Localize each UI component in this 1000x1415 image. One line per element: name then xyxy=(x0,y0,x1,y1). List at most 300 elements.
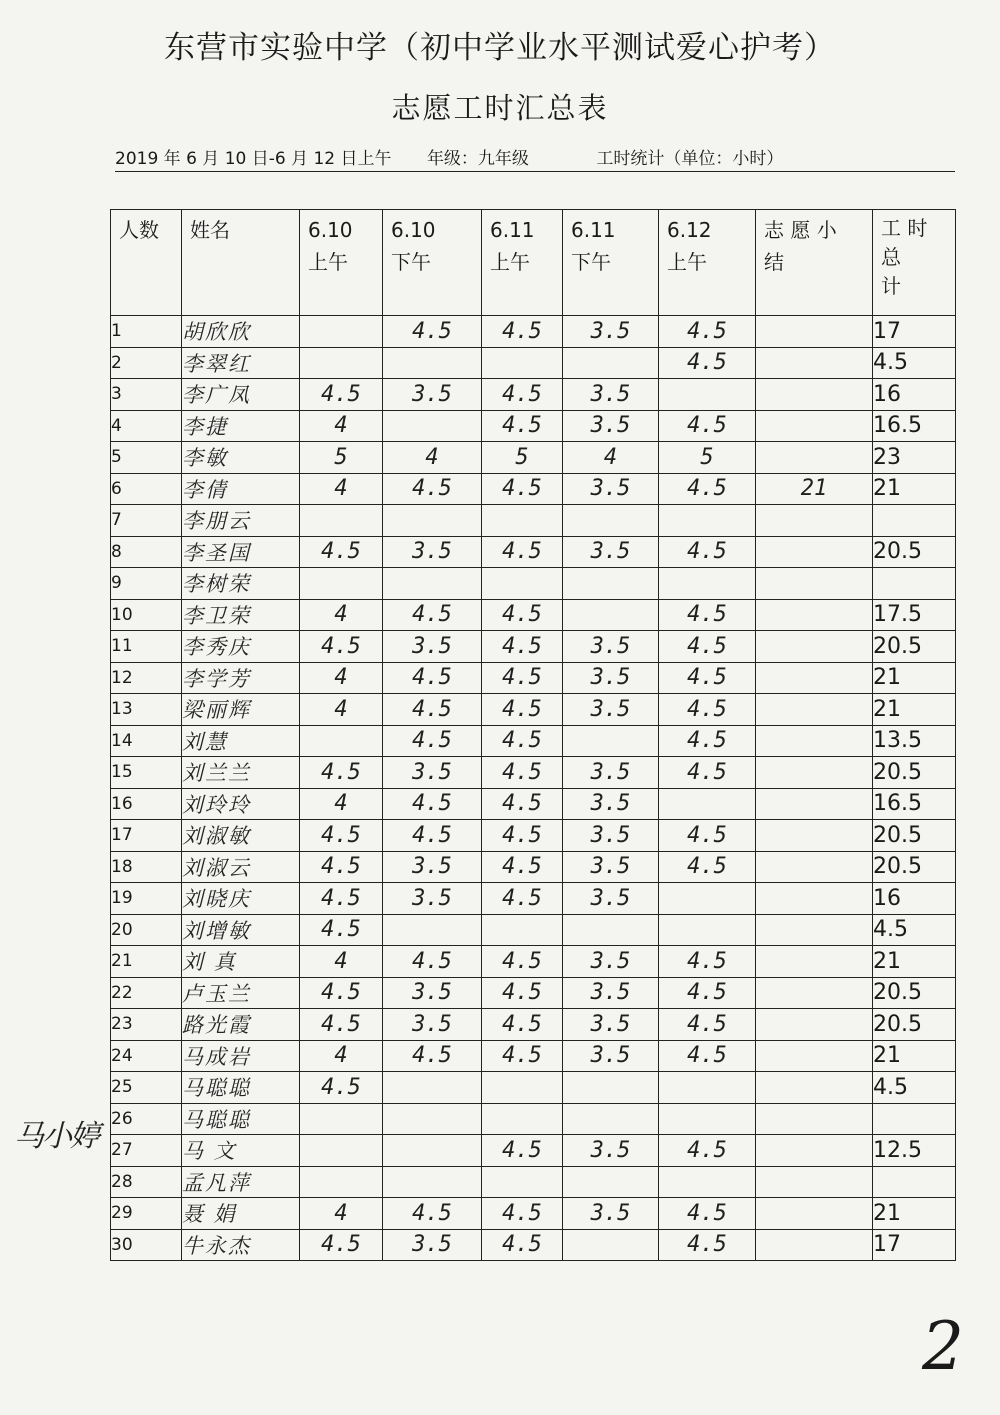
name-cell: 刘兰兰 xyxy=(182,757,300,789)
name-cell: 李翠红 xyxy=(182,347,300,379)
row-index: 10 xyxy=(111,599,182,631)
name-cell: 李朋云 xyxy=(182,505,300,537)
table-row xyxy=(111,1009,956,1041)
table-row xyxy=(111,1072,956,1104)
hours-0611-pm: 4 xyxy=(563,442,659,474)
hours-0610-pm xyxy=(383,1072,482,1104)
total-hours-cell: 16 xyxy=(873,883,956,915)
name-cell: 马聪聪 xyxy=(182,1103,300,1135)
hours-0610-pm: 3.5 xyxy=(383,1009,482,1041)
table-row xyxy=(111,631,956,663)
hours-0612-am xyxy=(659,1103,756,1135)
row-index: 1 xyxy=(111,316,182,348)
hours-0610-pm: 3.5 xyxy=(383,631,482,663)
hours-0610-pm: 4.5 xyxy=(383,788,482,820)
name-cell: 马 文 xyxy=(182,1135,300,1167)
hours-0611-pm: 3.5 xyxy=(563,379,659,411)
hours-0610-am xyxy=(300,316,383,348)
total-hours-cell xyxy=(873,505,956,537)
col-header-d3: 6.11 上午 xyxy=(482,210,563,316)
hours-0610-am: 4 xyxy=(300,1040,383,1072)
table-row xyxy=(111,883,956,915)
summary-cell xyxy=(756,851,873,883)
hours-0612-am xyxy=(659,1072,756,1104)
row-index: 11 xyxy=(111,631,182,663)
volunteer-hours-table xyxy=(110,209,956,1261)
total-hours-cell: 4.5 xyxy=(873,914,956,946)
hours-0610-am: 4.5 xyxy=(300,379,383,411)
hours-0611-pm: 3.5 xyxy=(563,883,659,915)
name-cell: 刘晓庆 xyxy=(182,883,300,915)
hours-0611-pm xyxy=(563,568,659,600)
hours-0612-am xyxy=(659,505,756,537)
table-row xyxy=(111,316,956,348)
row-index: 26 xyxy=(111,1103,182,1135)
total-hours-cell: 20.5 xyxy=(873,631,956,663)
summary-cell xyxy=(756,1072,873,1104)
summary-cell xyxy=(756,788,873,820)
name-cell: 牛永杰 xyxy=(182,1229,300,1261)
hours-0610-pm: 4.5 xyxy=(383,946,482,978)
hours-0610-am: 4.5 xyxy=(300,914,383,946)
hours-0612-am: 5 xyxy=(659,442,756,474)
hours-0610-pm: 3.5 xyxy=(383,883,482,915)
name-cell: 李广凤 xyxy=(182,379,300,411)
hours-0612-am: 4.5 xyxy=(659,1009,756,1041)
hours-0610-am: 4.5 xyxy=(300,1009,383,1041)
hours-0611-am: 4.5 xyxy=(482,1135,563,1167)
hours-0610-am: 4.5 xyxy=(300,1072,383,1104)
hours-0610-pm xyxy=(383,505,482,537)
hours-0610-pm: 4.5 xyxy=(383,473,482,505)
total-hours-cell: 12.5 xyxy=(873,1135,956,1167)
total-hours-cell: 13.5 xyxy=(873,725,956,757)
hours-0610-am xyxy=(300,347,383,379)
hours-0610-pm: 3.5 xyxy=(383,1229,482,1261)
document-title: 东营市实验中学（初中学业水平测试爱心护考） xyxy=(164,30,836,66)
hours-0612-am: 4.5 xyxy=(659,946,756,978)
name-cell: 李秀庆 xyxy=(182,631,300,663)
row-index: 5 xyxy=(111,442,182,474)
summary-cell xyxy=(756,442,873,474)
hours-0612-am: 4.5 xyxy=(659,410,756,442)
col-header-total: 工 时 总 计 xyxy=(873,210,956,316)
hours-0611-pm: 3.5 xyxy=(563,316,659,348)
total-hours-cell: 17.5 xyxy=(873,599,956,631)
name-cell: 梁丽辉 xyxy=(182,694,300,726)
hours-0612-am: 4.5 xyxy=(659,316,756,348)
table-row xyxy=(111,347,956,379)
table-row xyxy=(111,946,956,978)
summary-cell xyxy=(756,1009,873,1041)
total-hours-cell: 20.5 xyxy=(873,757,956,789)
hours-0611-pm: 3.5 xyxy=(563,1198,659,1230)
total-hours-cell: 21 xyxy=(873,473,956,505)
name-cell: 马聪聪 xyxy=(182,1072,300,1104)
summary-cell xyxy=(756,599,873,631)
table-row xyxy=(111,662,956,694)
hours-0610-am: 4 xyxy=(300,473,383,505)
hours-0611-pm: 3.5 xyxy=(563,1135,659,1167)
total-hours-cell: 21 xyxy=(873,662,956,694)
hours-0610-am xyxy=(300,1135,383,1167)
name-cell: 刘淑敏 xyxy=(182,820,300,852)
summary-cell xyxy=(756,536,873,568)
hours-0610-am: 4.5 xyxy=(300,851,383,883)
table-row xyxy=(111,1229,956,1261)
unit-label: 工时统计（单位：小时） xyxy=(596,149,784,169)
total-hours-cell: 16.5 xyxy=(873,410,956,442)
hours-0611-pm: 3.5 xyxy=(563,788,659,820)
row-index: 29 xyxy=(111,1198,182,1230)
table-row xyxy=(111,977,956,1009)
hours-0610-am: 4 xyxy=(300,410,383,442)
hours-0610-am: 4.5 xyxy=(300,757,383,789)
table-row xyxy=(111,379,956,411)
table-row xyxy=(111,1103,956,1135)
total-hours-cell: 20.5 xyxy=(873,1009,956,1041)
hours-0611-pm: 3.5 xyxy=(563,1009,659,1041)
total-hours-cell xyxy=(873,1103,956,1135)
hours-0610-pm xyxy=(383,1103,482,1135)
hours-0612-am: 4.5 xyxy=(659,1040,756,1072)
col-header-d4: 6.11 下午 xyxy=(563,210,659,316)
table-row xyxy=(111,473,956,505)
summary-cell xyxy=(756,977,873,1009)
hours-0611-pm: 3.5 xyxy=(563,631,659,663)
hours-0611-pm xyxy=(563,1072,659,1104)
hours-0612-am xyxy=(659,568,756,600)
hours-0610-am xyxy=(300,725,383,757)
table-row xyxy=(111,820,956,852)
hours-0611-pm: 3.5 xyxy=(563,851,659,883)
row-index: 7 xyxy=(111,505,182,537)
hours-0611-am: 4.5 xyxy=(482,757,563,789)
hours-0611-am: 4.5 xyxy=(482,473,563,505)
row-index: 28 xyxy=(111,1166,182,1198)
name-cell: 刘增敏 xyxy=(182,914,300,946)
hours-0612-am: 4.5 xyxy=(659,725,756,757)
hours-0611-am: 4.5 xyxy=(482,883,563,915)
name-cell: 李学芳 xyxy=(182,662,300,694)
name-cell: 胡欣欣 xyxy=(182,316,300,348)
hours-0611-am: 5 xyxy=(482,442,563,474)
table-row xyxy=(111,1135,956,1167)
hours-0612-am: 4.5 xyxy=(659,851,756,883)
hours-0610-am: 4.5 xyxy=(300,977,383,1009)
hours-0611-am xyxy=(482,1103,563,1135)
total-hours-cell: 20.5 xyxy=(873,977,956,1009)
row-index: 19 xyxy=(111,883,182,915)
hours-0610-pm xyxy=(383,914,482,946)
row-index: 20 xyxy=(111,914,182,946)
hours-0611-am: 4.5 xyxy=(482,599,563,631)
hours-0612-am: 4.5 xyxy=(659,694,756,726)
table-row xyxy=(111,599,956,631)
hours-0612-am: 4.5 xyxy=(659,1229,756,1261)
table-row xyxy=(111,914,956,946)
hours-0611-pm: 3.5 xyxy=(563,410,659,442)
row-index: 8 xyxy=(111,536,182,568)
hours-0610-am xyxy=(300,1103,383,1135)
hours-0611-am: 4.5 xyxy=(482,694,563,726)
summary-cell xyxy=(756,1135,873,1167)
table-row xyxy=(111,442,956,474)
hours-0611-am: 4.5 xyxy=(482,536,563,568)
name-cell: 李敏 xyxy=(182,442,300,474)
hours-0611-pm: 3.5 xyxy=(563,662,659,694)
total-hours-cell: 4.5 xyxy=(873,347,956,379)
hours-0611-am xyxy=(482,347,563,379)
hours-0611-am: 4.5 xyxy=(482,410,563,442)
hours-0612-am: 4.5 xyxy=(659,347,756,379)
hours-0610-am xyxy=(300,505,383,537)
total-hours-cell: 21 xyxy=(873,1198,956,1230)
hours-0610-am: 4 xyxy=(300,946,383,978)
summary-cell xyxy=(756,1229,873,1261)
name-cell: 李卫荣 xyxy=(182,599,300,631)
table-row xyxy=(111,1040,956,1072)
hours-0610-pm xyxy=(383,1135,482,1167)
row-index: 27 xyxy=(111,1135,182,1167)
name-cell: 李倩 xyxy=(182,473,300,505)
hours-0612-am: 4.5 xyxy=(659,1198,756,1230)
table-row xyxy=(111,725,956,757)
hours-0612-am xyxy=(659,1166,756,1198)
hours-0610-am xyxy=(300,568,383,600)
margin-handwritten-name: 马小婷 xyxy=(14,1119,98,1154)
hours-0612-am: 4.5 xyxy=(659,631,756,663)
hours-0611-am: 4.5 xyxy=(482,662,563,694)
hours-0611-pm: 3.5 xyxy=(563,473,659,505)
total-hours-cell: 20.5 xyxy=(873,820,956,852)
name-cell: 刘淑云 xyxy=(182,851,300,883)
col-header-name: 姓名 xyxy=(182,210,300,316)
table-row xyxy=(111,536,956,568)
hours-0610-pm: 3.5 xyxy=(383,757,482,789)
hours-0610-am: 4.5 xyxy=(300,883,383,915)
header-meta-line xyxy=(115,144,955,172)
total-hours-cell: 23 xyxy=(873,442,956,474)
hours-0611-pm: 3.5 xyxy=(563,1040,659,1072)
hours-0610-pm: 3.5 xyxy=(383,851,482,883)
total-hours-cell: 4.5 xyxy=(873,1072,956,1104)
hours-0610-am: 4.5 xyxy=(300,1229,383,1261)
hours-0610-pm: 4.5 xyxy=(383,694,482,726)
hours-0610-pm: 4.5 xyxy=(383,599,482,631)
hours-0611-pm: 3.5 xyxy=(563,946,659,978)
page-number: 2 xyxy=(922,1308,964,1385)
hours-0611-am: 4.5 xyxy=(482,820,563,852)
hours-0610-am: 4 xyxy=(300,662,383,694)
hours-0611-am: 4.5 xyxy=(482,1009,563,1041)
hours-0611-am: 4.5 xyxy=(482,1198,563,1230)
hours-0611-pm: 3.5 xyxy=(563,536,659,568)
hours-0610-am: 4.5 xyxy=(300,631,383,663)
hours-0611-pm: 3.5 xyxy=(563,977,659,1009)
summary-cell xyxy=(756,379,873,411)
row-index: 23 xyxy=(111,1009,182,1041)
summary-cell xyxy=(756,946,873,978)
total-hours-cell: 21 xyxy=(873,694,956,726)
table-row xyxy=(111,757,956,789)
hours-0611-am xyxy=(482,1072,563,1104)
summary-cell xyxy=(756,662,873,694)
row-index: 6 xyxy=(111,473,182,505)
hours-0611-am: 4.5 xyxy=(482,316,563,348)
name-cell: 孟凡萍 xyxy=(182,1166,300,1198)
hours-0611-pm: 3.5 xyxy=(563,694,659,726)
hours-0611-pm xyxy=(563,1166,659,1198)
total-hours-cell: 20.5 xyxy=(873,851,956,883)
total-hours-cell: 16 xyxy=(873,379,956,411)
total-hours-cell: 21 xyxy=(873,946,956,978)
hours-0611-am: 4.5 xyxy=(482,725,563,757)
hours-0610-am: 4.5 xyxy=(300,536,383,568)
hours-0611-am xyxy=(482,1166,563,1198)
hours-0610-pm xyxy=(383,1166,482,1198)
hours-0611-am: 4.5 xyxy=(482,946,563,978)
hours-0611-am xyxy=(482,568,563,600)
hours-0612-am xyxy=(659,788,756,820)
hours-0611-pm xyxy=(563,1229,659,1261)
row-index: 21 xyxy=(111,946,182,978)
hours-0611-pm xyxy=(563,599,659,631)
summary-cell xyxy=(756,410,873,442)
name-cell: 刘慧 xyxy=(182,725,300,757)
hours-0612-am: 4.5 xyxy=(659,473,756,505)
hours-0611-pm xyxy=(563,1103,659,1135)
table-row xyxy=(111,568,956,600)
hours-0611-pm xyxy=(563,505,659,537)
hours-0610-pm: 3.5 xyxy=(383,536,482,568)
hours-0612-am: 4.5 xyxy=(659,757,756,789)
hours-0610-pm: 3.5 xyxy=(383,379,482,411)
row-index: 22 xyxy=(111,977,182,1009)
summary-cell xyxy=(756,1040,873,1072)
hours-0611-pm: 3.5 xyxy=(563,757,659,789)
hours-0610-pm: 4.5 xyxy=(383,662,482,694)
row-index: 13 xyxy=(111,694,182,726)
summary-cell xyxy=(756,631,873,663)
hours-0610-pm: 4.5 xyxy=(383,820,482,852)
hours-0611-pm: 3.5 xyxy=(563,820,659,852)
row-index: 4 xyxy=(111,410,182,442)
summary-cell xyxy=(756,505,873,537)
hours-0610-pm: 4.5 xyxy=(383,1040,482,1072)
col-header-d5: 6.12 上午 xyxy=(659,210,756,316)
hours-0612-am: 4.5 xyxy=(659,599,756,631)
hours-0611-pm xyxy=(563,914,659,946)
row-index: 17 xyxy=(111,820,182,852)
date-range: 2019 年 6 月 10 日-6 月 12 日上午 xyxy=(115,149,392,169)
hours-0610-pm: 4.5 xyxy=(383,725,482,757)
summary-cell xyxy=(756,1166,873,1198)
hours-0610-am xyxy=(300,1166,383,1198)
table-row xyxy=(111,851,956,883)
summary-cell xyxy=(756,568,873,600)
hours-0612-am: 4.5 xyxy=(659,1135,756,1167)
hours-0610-pm xyxy=(383,568,482,600)
hours-0611-am: 4.5 xyxy=(482,1229,563,1261)
document-subtitle: 志愿工时汇总表 xyxy=(391,91,609,125)
total-hours-cell xyxy=(873,1166,956,1198)
summary-cell xyxy=(756,1103,873,1135)
summary-cell xyxy=(756,914,873,946)
total-hours-cell xyxy=(873,568,956,600)
table-row xyxy=(111,694,956,726)
hours-0610-pm: 4.5 xyxy=(383,316,482,348)
summary-cell xyxy=(756,757,873,789)
hours-0611-am: 4.5 xyxy=(482,379,563,411)
hours-0611-am xyxy=(482,914,563,946)
row-index: 30 xyxy=(111,1229,182,1261)
hours-0610-am: 5 xyxy=(300,442,383,474)
summary-cell xyxy=(756,883,873,915)
row-index: 12 xyxy=(111,662,182,694)
hours-0612-am: 4.5 xyxy=(659,662,756,694)
total-hours-cell: 21 xyxy=(873,1040,956,1072)
col-header-d1: 6.10 上午 xyxy=(300,210,383,316)
row-index: 24 xyxy=(111,1040,182,1072)
row-index: 16 xyxy=(111,788,182,820)
row-index: 18 xyxy=(111,851,182,883)
table-row xyxy=(111,410,956,442)
hours-0611-pm xyxy=(563,347,659,379)
hours-0611-am xyxy=(482,505,563,537)
name-cell: 卢玉兰 xyxy=(182,977,300,1009)
hours-0610-am: 4 xyxy=(300,694,383,726)
total-hours-cell: 20.5 xyxy=(873,536,956,568)
name-cell: 李捷 xyxy=(182,410,300,442)
summary-cell xyxy=(756,820,873,852)
hours-0610-am: 4.5 xyxy=(300,820,383,852)
hours-0610-pm xyxy=(383,410,482,442)
table-row xyxy=(111,505,956,537)
hours-0611-am: 4.5 xyxy=(482,1040,563,1072)
hours-0610-am: 4 xyxy=(300,788,383,820)
col-header-index: 人数 xyxy=(111,210,182,316)
row-index: 15 xyxy=(111,757,182,789)
hours-0610-pm: 3.5 xyxy=(383,977,482,1009)
hours-0610-am: 4 xyxy=(300,599,383,631)
summary-cell xyxy=(756,694,873,726)
summary-cell xyxy=(756,316,873,348)
hours-0612-am xyxy=(659,883,756,915)
total-hours-cell: 16.5 xyxy=(873,788,956,820)
table-row xyxy=(111,788,956,820)
hours-0612-am: 4.5 xyxy=(659,536,756,568)
row-index: 14 xyxy=(111,725,182,757)
hours-0612-am: 4.5 xyxy=(659,977,756,1009)
name-cell: 马成岩 xyxy=(182,1040,300,1072)
row-index: 9 xyxy=(111,568,182,600)
hours-0610-pm xyxy=(383,347,482,379)
summary-cell xyxy=(756,1198,873,1230)
hours-0611-am: 4.5 xyxy=(482,851,563,883)
table-row xyxy=(111,1198,956,1230)
table-header-row xyxy=(111,210,956,316)
hours-0610-pm: 4 xyxy=(383,442,482,474)
hours-0611-am: 4.5 xyxy=(482,977,563,1009)
hours-0611-am: 4.5 xyxy=(482,631,563,663)
name-cell: 刘 真 xyxy=(182,946,300,978)
hours-0612-am xyxy=(659,379,756,411)
summary-cell: 21 xyxy=(756,473,873,505)
table-row xyxy=(111,1166,956,1198)
grade-label: 年级：九年级 xyxy=(426,149,529,169)
name-cell: 李圣国 xyxy=(182,536,300,568)
